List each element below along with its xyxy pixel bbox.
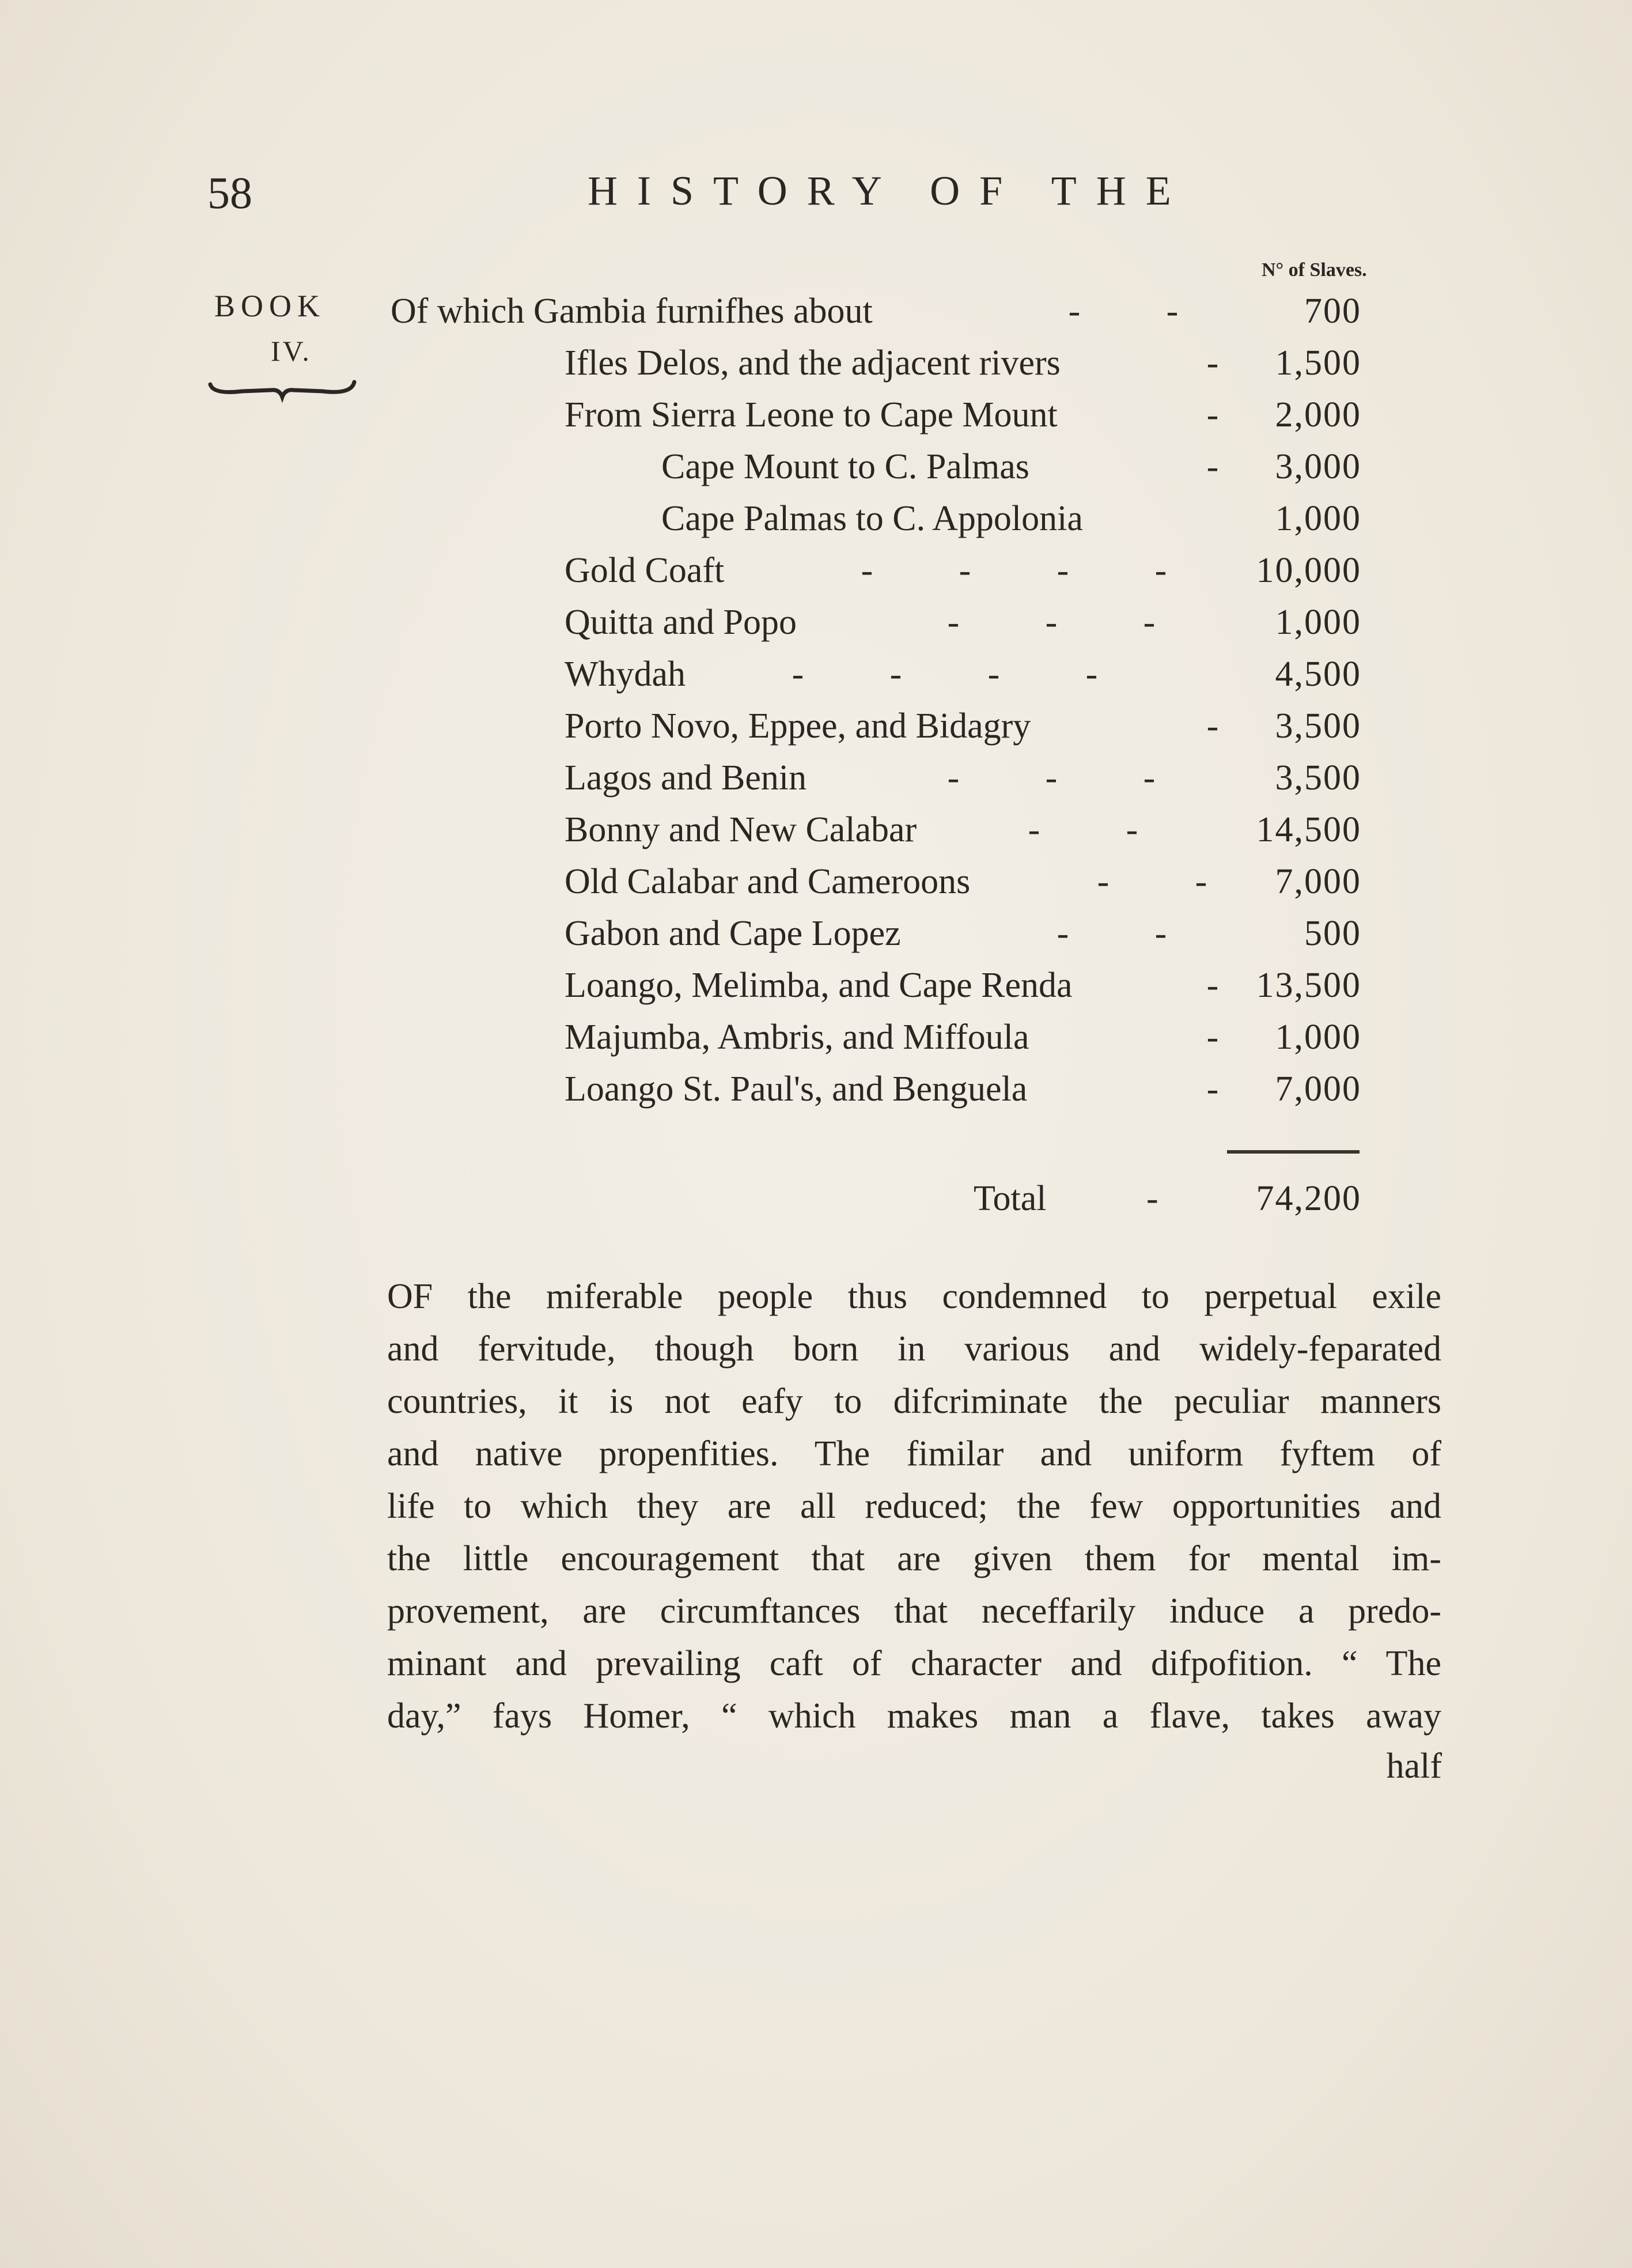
- leader-dash: -: [1154, 914, 1167, 953]
- page-number: 58: [207, 168, 252, 218]
- table-row: [0, 965, 1632, 1017]
- leader-dash: -: [959, 551, 971, 590]
- row-label: Cape Mount to C. Palmas: [661, 447, 1029, 486]
- row-value: 500: [1304, 914, 1361, 953]
- total-dash: -: [1146, 1179, 1158, 1218]
- row-label: Bonny and New Calabar: [565, 810, 917, 849]
- leader-dash: -: [1206, 395, 1219, 434]
- row-label: Majumba, Ambris, and Miffoula: [565, 1018, 1029, 1057]
- leader-dash: -: [1097, 862, 1110, 901]
- column-header-slaves: N° of Slaves.: [1262, 259, 1367, 281]
- row-label: Gabon and Cape Lopez: [565, 914, 901, 953]
- table-row: [0, 706, 1632, 758]
- paragraph-line: countries, it is not eafy to difcriminate the peculiar manners: [387, 1382, 1441, 1421]
- row-leader-dashes: [904, 758, 1198, 799]
- leader-dash: -: [947, 603, 960, 642]
- table-row: [0, 758, 1632, 810]
- row-leader-dashes: [1164, 706, 1262, 747]
- table-row: [0, 395, 1632, 447]
- row-leader-dashes: [1164, 965, 1262, 1006]
- row-value: 2,000: [1275, 395, 1361, 434]
- margin-book-number: IV.: [271, 335, 312, 367]
- leader-dash: -: [889, 655, 902, 694]
- table-row: [0, 447, 1632, 498]
- table-row: [0, 498, 1632, 550]
- row-value: 3,500: [1275, 706, 1361, 746]
- table-row: [0, 550, 1632, 602]
- leader-dash: -: [1195, 862, 1207, 901]
- paragraph-line: OF the miferable people thus condemned to perpetual exile: [387, 1277, 1441, 1316]
- leader-dash: -: [1057, 914, 1069, 953]
- margin-book-label: BOOK: [214, 289, 326, 323]
- row-leader-dashes: [1164, 343, 1262, 384]
- row-leader-dashes: [1054, 861, 1250, 902]
- table-row: [0, 654, 1632, 706]
- row-leader-dashes: [904, 602, 1198, 643]
- paragraph-line: and native propenfities. The fimilar and uniform fyftem of: [387, 1434, 1441, 1473]
- leader-dash: -: [1206, 966, 1219, 1005]
- row-value: 1,000: [1275, 499, 1361, 538]
- table-row: [0, 1069, 1632, 1121]
- leader-dash: -: [1028, 810, 1040, 849]
- row-value: 7,000: [1275, 1069, 1361, 1109]
- total-rule: [1227, 1150, 1360, 1154]
- table-row: [0, 602, 1632, 654]
- leader-dash: -: [987, 655, 1000, 694]
- leader-dash: -: [1085, 655, 1098, 694]
- row-value: 3,000: [1275, 447, 1361, 486]
- row-leader-dashes: [1164, 447, 1262, 487]
- leader-dash: -: [1206, 1018, 1219, 1057]
- row-leader-dashes: [818, 550, 1210, 591]
- row-leader-dashes: [749, 654, 1141, 695]
- row-label: Loango St. Paul's, and Benguela: [565, 1069, 1028, 1109]
- row-value: 1,000: [1275, 1018, 1361, 1057]
- leader-dash: -: [792, 655, 804, 694]
- row-value: 1,500: [1275, 343, 1361, 383]
- row-label: Of which Gambia furnifhes about: [391, 292, 873, 331]
- row-label: Whydah: [565, 655, 686, 694]
- row-value: 1,000: [1275, 603, 1361, 642]
- row-label: Ifles Delos, and the adjacent rivers: [565, 343, 1061, 383]
- table-row: [0, 291, 1632, 343]
- row-value: 700: [1304, 292, 1361, 331]
- total-label: Total: [974, 1179, 1047, 1218]
- paragraph-line: life to which they are all reduced; the few opportunities and: [387, 1487, 1441, 1526]
- leader-dash: -: [1154, 551, 1167, 590]
- leader-dash: -: [1206, 706, 1219, 746]
- leader-dash: -: [1206, 343, 1219, 383]
- table-row: [0, 810, 1632, 861]
- table-row: [0, 343, 1632, 395]
- row-label: Cape Palmas to C. Appolonia: [661, 499, 1083, 538]
- row-leader-dashes: [1164, 1017, 1262, 1058]
- leader-dash: -: [1045, 758, 1058, 797]
- row-value: 10,000: [1256, 551, 1361, 590]
- paragraph-line: day,” fays Homer, “ which makes man a flave, takes away: [387, 1696, 1441, 1736]
- paragraph-line: provement, are circumftances that neceffarily induce a predo-: [387, 1592, 1441, 1631]
- row-label: Quitta and Popo: [565, 603, 797, 642]
- paragraph-line: minant and prevailing caft of character and difpofition. “ The: [387, 1644, 1441, 1683]
- row-leader-dashes: [1014, 913, 1210, 954]
- row-leader-dashes: [1164, 1069, 1262, 1110]
- paragraph-line: and fervitude, though born in various and widely-feparated: [387, 1329, 1441, 1369]
- paragraph-line: the little encouragement that are given them for mental im-: [387, 1539, 1441, 1578]
- row-leader-dashes: [985, 810, 1181, 850]
- catchword: half: [1386, 1747, 1442, 1786]
- table-row: [0, 861, 1632, 913]
- running-head: HISTORY OF THE: [588, 168, 1191, 214]
- body-paragraph: [387, 1271, 1441, 1742]
- table-row: [0, 913, 1632, 965]
- row-label: Lagos and Benin: [565, 758, 807, 797]
- row-label: Gold Coaft: [565, 551, 725, 590]
- leader-dash: -: [1143, 758, 1156, 797]
- row-leader-dashes: [1025, 291, 1221, 332]
- leader-dash: -: [1057, 551, 1069, 590]
- table-row: [0, 1017, 1632, 1069]
- row-label: Loango, Melimba, and Cape Renda: [565, 966, 1073, 1005]
- leader-dash: -: [947, 758, 960, 797]
- total-value: 74,200: [1256, 1179, 1361, 1218]
- row-value: 7,000: [1275, 862, 1361, 901]
- leader-dash: -: [1045, 603, 1058, 642]
- leader-dash: -: [1068, 292, 1081, 331]
- row-leader-dashes: [1164, 395, 1262, 436]
- leader-dash: -: [1166, 292, 1179, 331]
- leader-dash: -: [861, 551, 873, 590]
- row-label: Old Calabar and Cameroons: [565, 862, 971, 901]
- row-value: 13,500: [1256, 966, 1361, 1005]
- row-label: Porto Novo, Eppee, and Bidagry: [565, 706, 1031, 746]
- leader-dash: -: [1143, 603, 1156, 642]
- leader-dash: -: [1206, 447, 1219, 486]
- row-value: 4,500: [1275, 655, 1361, 694]
- row-label: From Sierra Leone to Cape Mount: [565, 395, 1058, 434]
- row-value: 3,500: [1275, 758, 1361, 797]
- leader-dash: -: [1126, 810, 1138, 849]
- row-value: 14,500: [1256, 810, 1361, 849]
- leader-dash: -: [1206, 1069, 1219, 1109]
